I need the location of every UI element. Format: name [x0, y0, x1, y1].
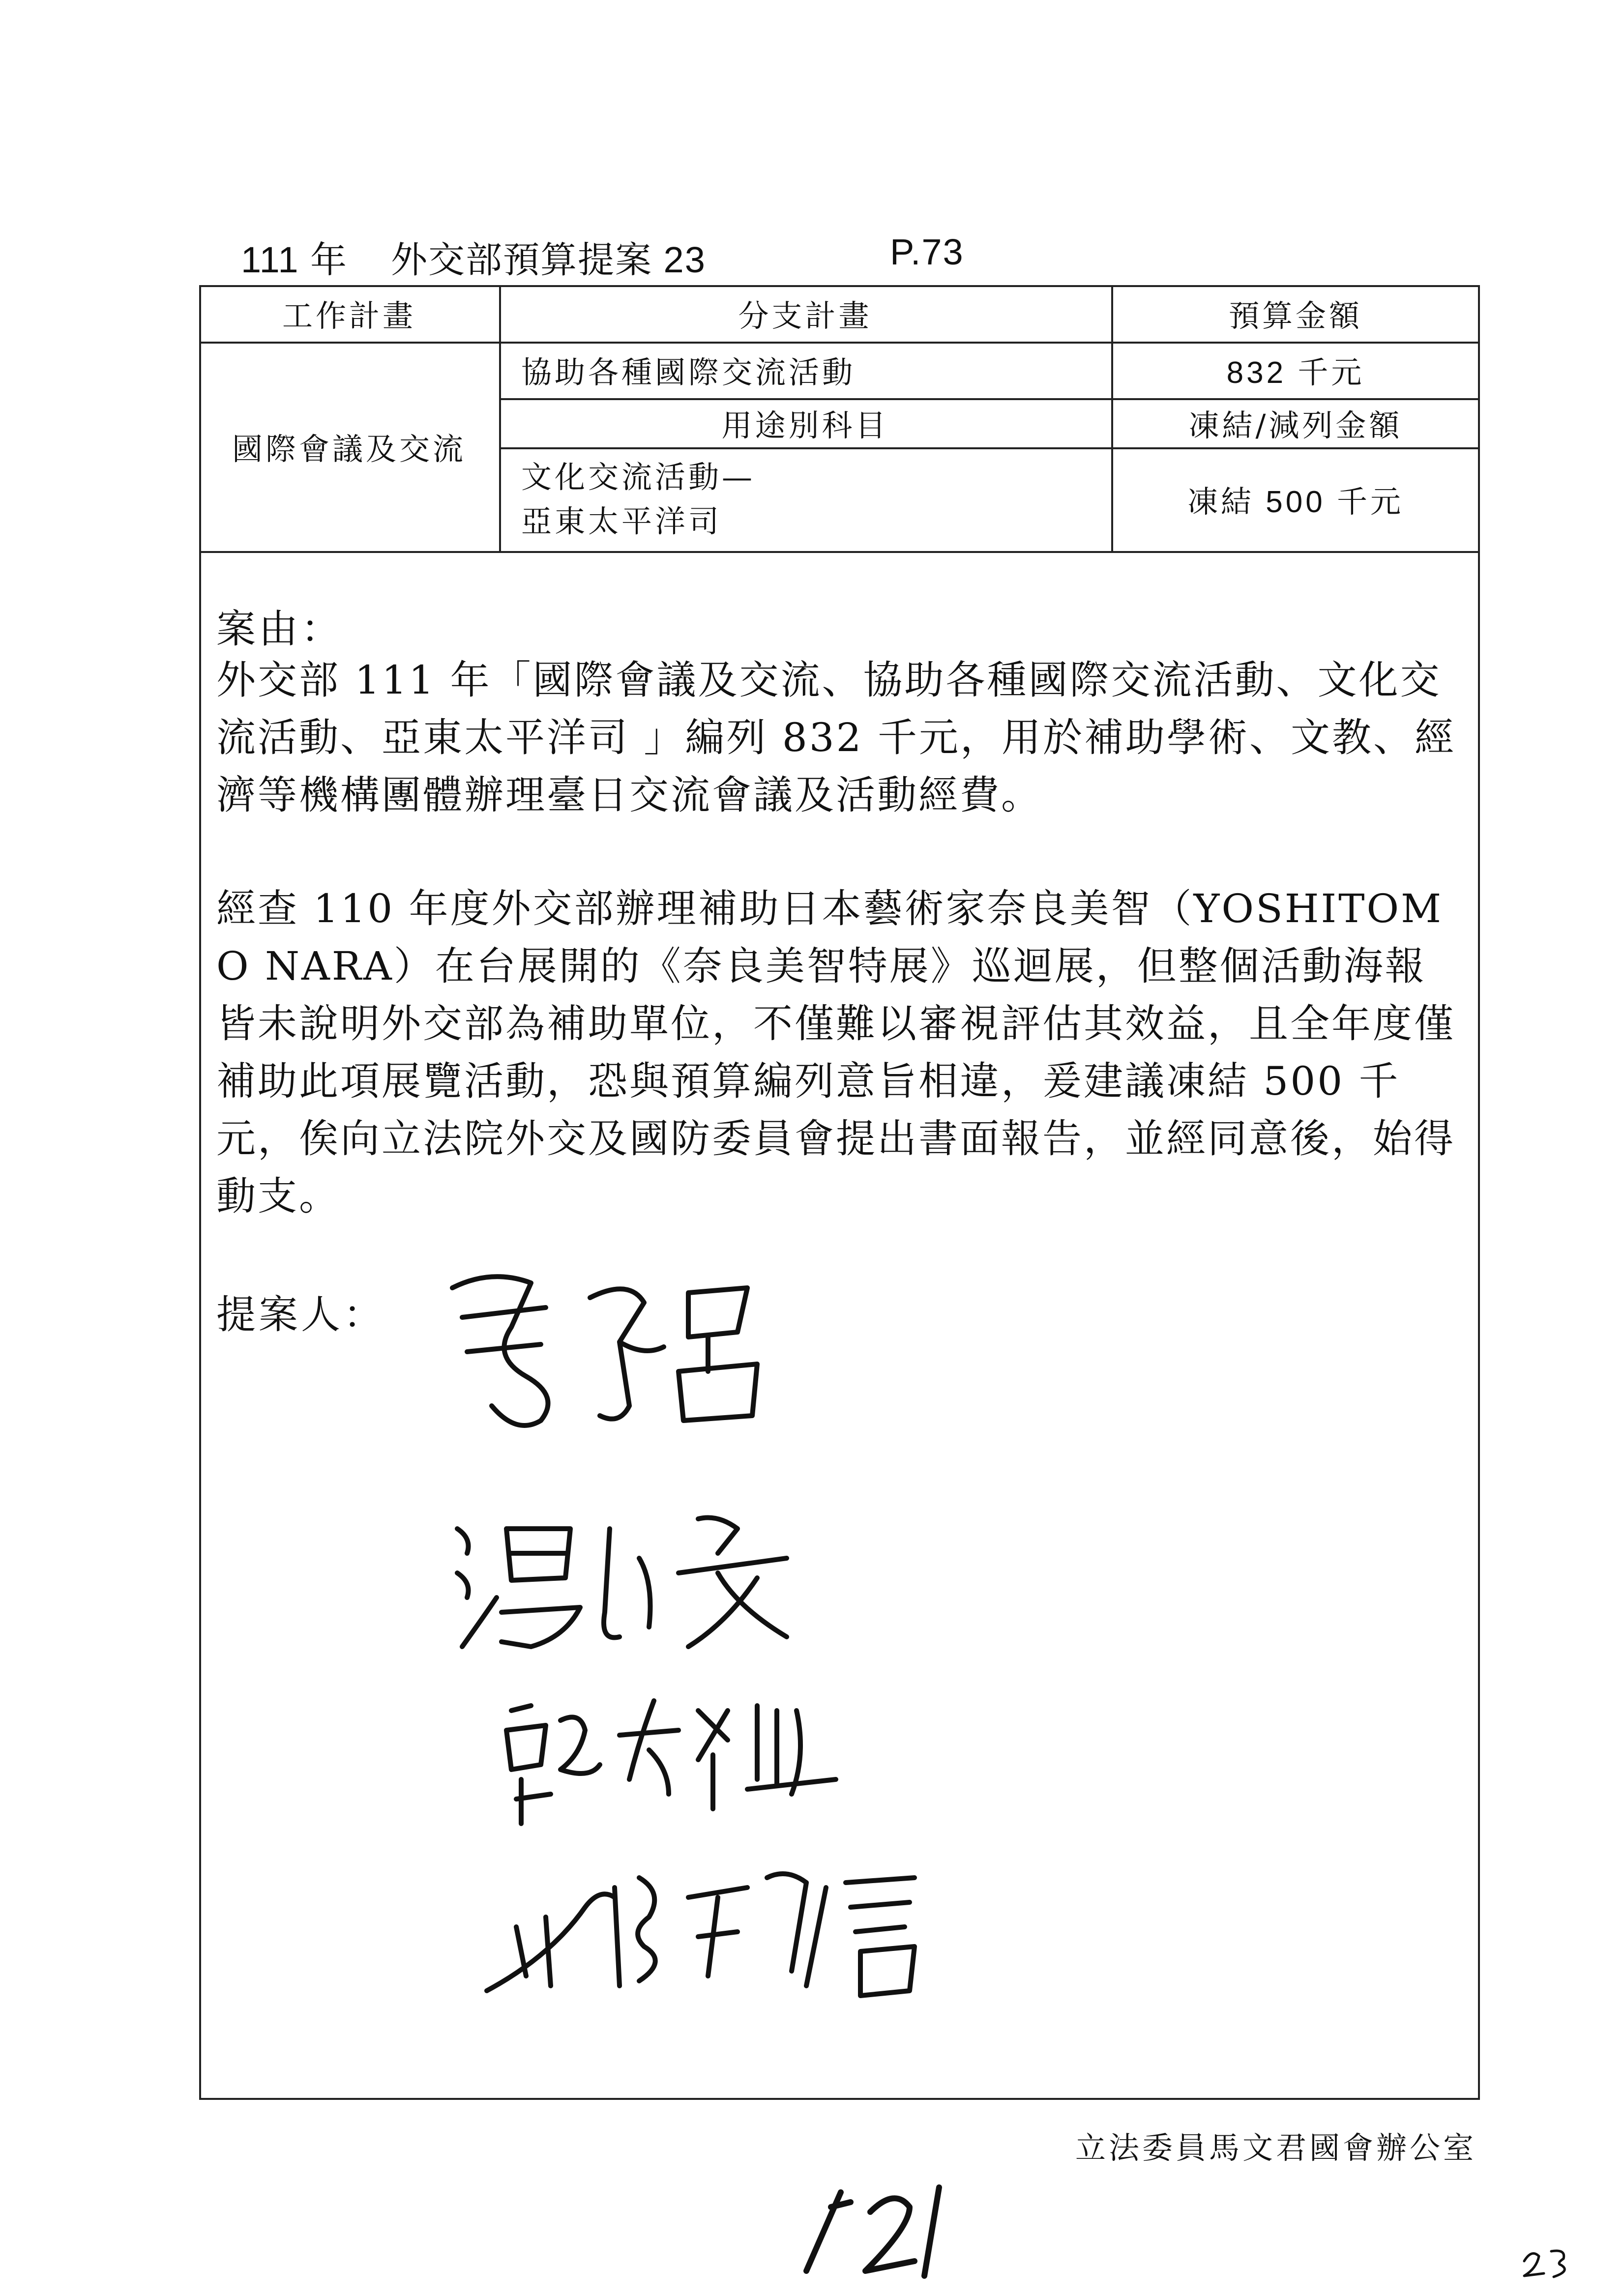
heading-year: 111 年: [241, 239, 348, 280]
heading-page-ref: P.73: [890, 232, 964, 272]
signature-4: [472, 1848, 974, 2010]
freeze-amount: 凍結 500 千元: [1187, 485, 1404, 519]
handwritten-page-number: [787, 2173, 964, 2286]
reason-paragraph-1: 外交部 111 年「國際會議及交流、協助各種國際交流活動、文化交流活動、亞東太平洋司 」編列 832 千元，用於補助學術、文教、經濟等機構團體辦理臺日交流會議及活動經費。: [216, 657, 1456, 818]
program-name: 國際會議及交流: [232, 431, 466, 467]
header-budget: 預算金額: [1228, 298, 1362, 334]
signature-1: [433, 1258, 806, 1465]
signature-3: [492, 1681, 865, 1838]
proposer-label: 提案人：: [216, 1292, 385, 1337]
item-cell: [499, 447, 1111, 551]
table-divider: [199, 551, 1480, 553]
subheader-amount: 凍結/減列金額: [1188, 407, 1403, 443]
budget-amount: 832 千元: [1226, 356, 1365, 390]
office-footer: 立法委員馬文君國會辦公室: [1075, 2130, 1476, 2166]
corner-mark: [1519, 2241, 1578, 2281]
item-line-2: 亞東太平洋司: [521, 503, 722, 539]
heading-title: 外交部預算提案 23: [391, 239, 706, 280]
item-line-1: 文化交流活動—: [521, 459, 756, 495]
budget-table: [199, 285, 1480, 553]
header-branch: 分支計畫: [738, 298, 872, 334]
reason-paragraph-2: 經查 110 年度外交部辦理補助日本藝術家奈良美智（YOSHITOMO NARA）在台展開的《奈良美智特展》巡迴展，但整個活動海報皆未說明外交部為補助單位，不僅難以審視評估其效益，且全年度僅補助此項展覽活動，恐與預算編列意旨相違，爰建議凍結 500 千元，俟向立法院外交及國防委員會提出書面報告，並經同意後，始得動支。: [216, 886, 1455, 1219]
signature-2: [443, 1499, 816, 1661]
header-program: 工作計畫: [282, 298, 416, 334]
reason-label: 案由：: [216, 606, 343, 652]
subheader-item: 用途別科目: [721, 407, 889, 443]
branch-name: 協助各種國際交流活動: [521, 354, 856, 390]
